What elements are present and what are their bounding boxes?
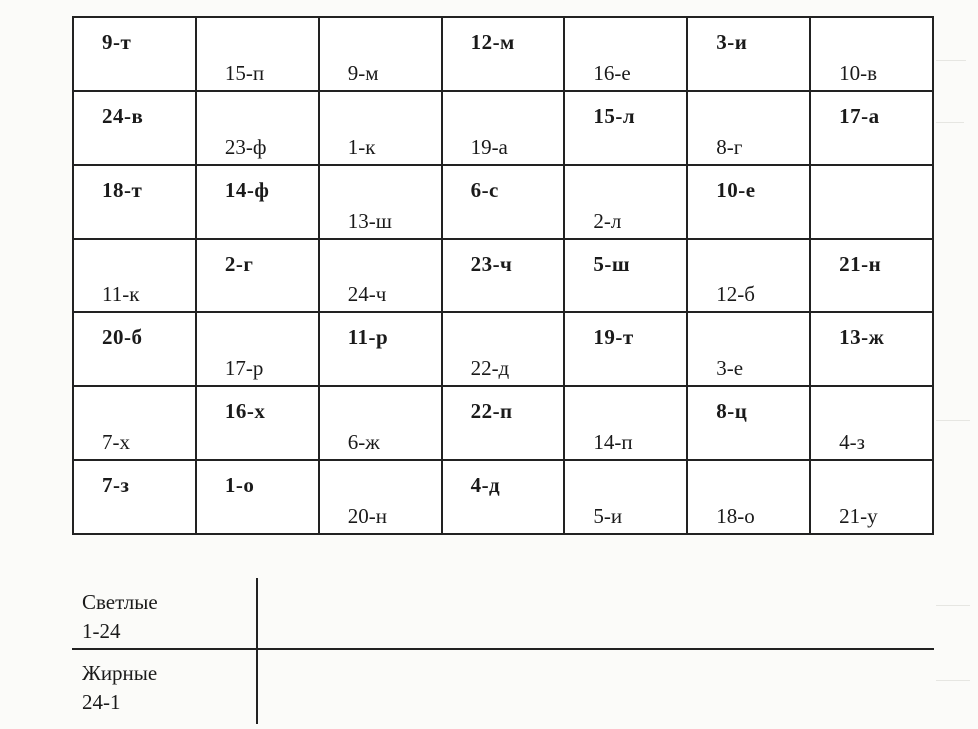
grid-cell xyxy=(197,18,320,92)
grid-cell xyxy=(811,92,934,166)
grid-cell xyxy=(565,18,688,92)
legend-divider-horizontal xyxy=(72,648,934,650)
bold-cell-label: 22-п xyxy=(470,399,513,424)
grid-cell xyxy=(443,387,566,461)
bold-cell-label: 6-с xyxy=(470,177,499,202)
grid-cell xyxy=(320,166,443,240)
bold-cell-label: 7-з xyxy=(102,473,130,498)
grid-cell xyxy=(811,313,934,387)
grid-cell xyxy=(74,461,197,535)
grid-cell xyxy=(197,313,320,387)
legend-light-range: 1-24 xyxy=(82,619,121,643)
grid-cell xyxy=(688,18,811,92)
light-cell-label: 9-м xyxy=(347,60,379,85)
light-cell-label: 16-е xyxy=(593,60,631,85)
grid-cell xyxy=(197,240,320,314)
grid-cell xyxy=(688,387,811,461)
grid-cell xyxy=(688,313,811,387)
grid-cell xyxy=(320,92,443,166)
show-through-line xyxy=(936,680,970,681)
legend-divider-vertical xyxy=(256,578,258,724)
light-cell-label: 11-к xyxy=(102,282,140,307)
grid-cell xyxy=(197,461,320,535)
bold-cell-label: 14-ф xyxy=(224,177,270,202)
light-cell-label: 6-ж xyxy=(347,430,380,455)
grid-cell xyxy=(811,166,934,240)
bold-cell-label: 4-д xyxy=(470,473,501,498)
light-cell-label: 17-р xyxy=(224,356,264,381)
letter-grid-table xyxy=(72,16,934,535)
grid-cell xyxy=(443,166,566,240)
show-through-line xyxy=(936,420,970,421)
light-cell-label: 4-з xyxy=(839,430,865,455)
grid-cell xyxy=(320,240,443,314)
light-cell-label: 10-в xyxy=(839,60,878,85)
light-cell-label: 13-ш xyxy=(347,208,392,233)
bold-cell-label: 20-б xyxy=(102,325,143,350)
light-cell-label: 24-ч xyxy=(347,282,387,307)
legend-light-title: Светлые xyxy=(82,590,158,614)
grid-cell xyxy=(320,18,443,92)
bold-cell-label: 17-а xyxy=(839,103,880,128)
grid-cell xyxy=(688,166,811,240)
bold-cell-label: 24-в xyxy=(102,103,144,128)
grid-cell xyxy=(443,240,566,314)
light-cell-label: 20-н xyxy=(347,503,387,528)
grid-cell xyxy=(565,461,688,535)
light-cell-label: 22-д xyxy=(470,356,510,381)
bold-cell-label: 2-г xyxy=(224,251,254,276)
bold-cell-label: 1-о xyxy=(224,473,255,498)
grid-cell xyxy=(443,313,566,387)
light-cell-label: 7-х xyxy=(102,430,130,455)
light-cell-label: 19-а xyxy=(470,134,508,159)
bold-cell-label: 10-е xyxy=(716,177,756,202)
grid-cell xyxy=(320,313,443,387)
light-cell-label: 5-и xyxy=(593,503,623,528)
bold-cell-label: 8-ц xyxy=(716,399,748,424)
grid-cell xyxy=(688,92,811,166)
bold-cell-label: 18-т xyxy=(102,177,143,202)
legend-bold-title: Жирные xyxy=(82,661,158,685)
legend-light xyxy=(82,588,158,646)
grid-cell xyxy=(565,92,688,166)
grid-cell xyxy=(811,18,934,92)
grid-cell xyxy=(74,92,197,166)
light-cell-label: 12-б xyxy=(716,282,755,307)
grid-cell xyxy=(443,92,566,166)
bold-cell-label: 13-ж xyxy=(839,325,885,350)
grid-cell xyxy=(74,18,197,92)
light-cell-label: 1-к xyxy=(347,134,376,159)
grid-cell xyxy=(443,18,566,92)
light-cell-label: 3-е xyxy=(716,356,744,381)
grid-cell xyxy=(565,387,688,461)
grid-cell xyxy=(74,166,197,240)
bold-cell-label: 3-и xyxy=(716,30,748,54)
show-through-line xyxy=(936,122,964,123)
grid-cell xyxy=(811,461,934,535)
grid-cell xyxy=(74,240,197,314)
light-cell-label: 21-у xyxy=(839,503,878,528)
show-through-line xyxy=(936,60,966,61)
legend-table xyxy=(72,578,934,728)
bold-cell-label: 23-ч xyxy=(470,251,513,276)
bold-cell-label: 12-м xyxy=(470,30,515,54)
legend-bold-range: 24-1 xyxy=(82,690,121,714)
grid-cell xyxy=(688,461,811,535)
grid-cell xyxy=(688,240,811,314)
grid-cell xyxy=(565,166,688,240)
grid-cell xyxy=(320,387,443,461)
light-cell-label: 2-л xyxy=(593,208,622,233)
bold-cell-label: 15-л xyxy=(593,103,636,128)
light-cell-label: 23-ф xyxy=(224,134,267,159)
bold-cell-label: 19-т xyxy=(593,325,634,350)
grid-cell xyxy=(565,240,688,314)
grid-cell xyxy=(320,461,443,535)
light-cell-label: 15-п xyxy=(224,60,265,85)
bold-cell-label: 11-р xyxy=(347,325,389,350)
light-cell-label: 18-о xyxy=(716,503,755,528)
grid-cell xyxy=(74,313,197,387)
grid-cell xyxy=(811,387,934,461)
grid-cell xyxy=(443,461,566,535)
legend-bold xyxy=(82,659,157,717)
bold-cell-label: 9-т xyxy=(102,30,132,54)
grid-cell xyxy=(197,166,320,240)
grid-cell xyxy=(197,92,320,166)
grid-cell xyxy=(197,387,320,461)
grid-cell xyxy=(74,387,197,461)
grid-cell xyxy=(811,240,934,314)
bold-cell-label: 21-н xyxy=(839,251,882,276)
light-cell-label: 8-г xyxy=(716,134,743,159)
bold-cell-label: 16-х xyxy=(224,399,266,424)
light-cell-label: 14-п xyxy=(593,430,633,455)
grid-cell xyxy=(565,313,688,387)
show-through-line xyxy=(936,605,970,606)
bold-cell-label: 5-ш xyxy=(593,251,631,276)
